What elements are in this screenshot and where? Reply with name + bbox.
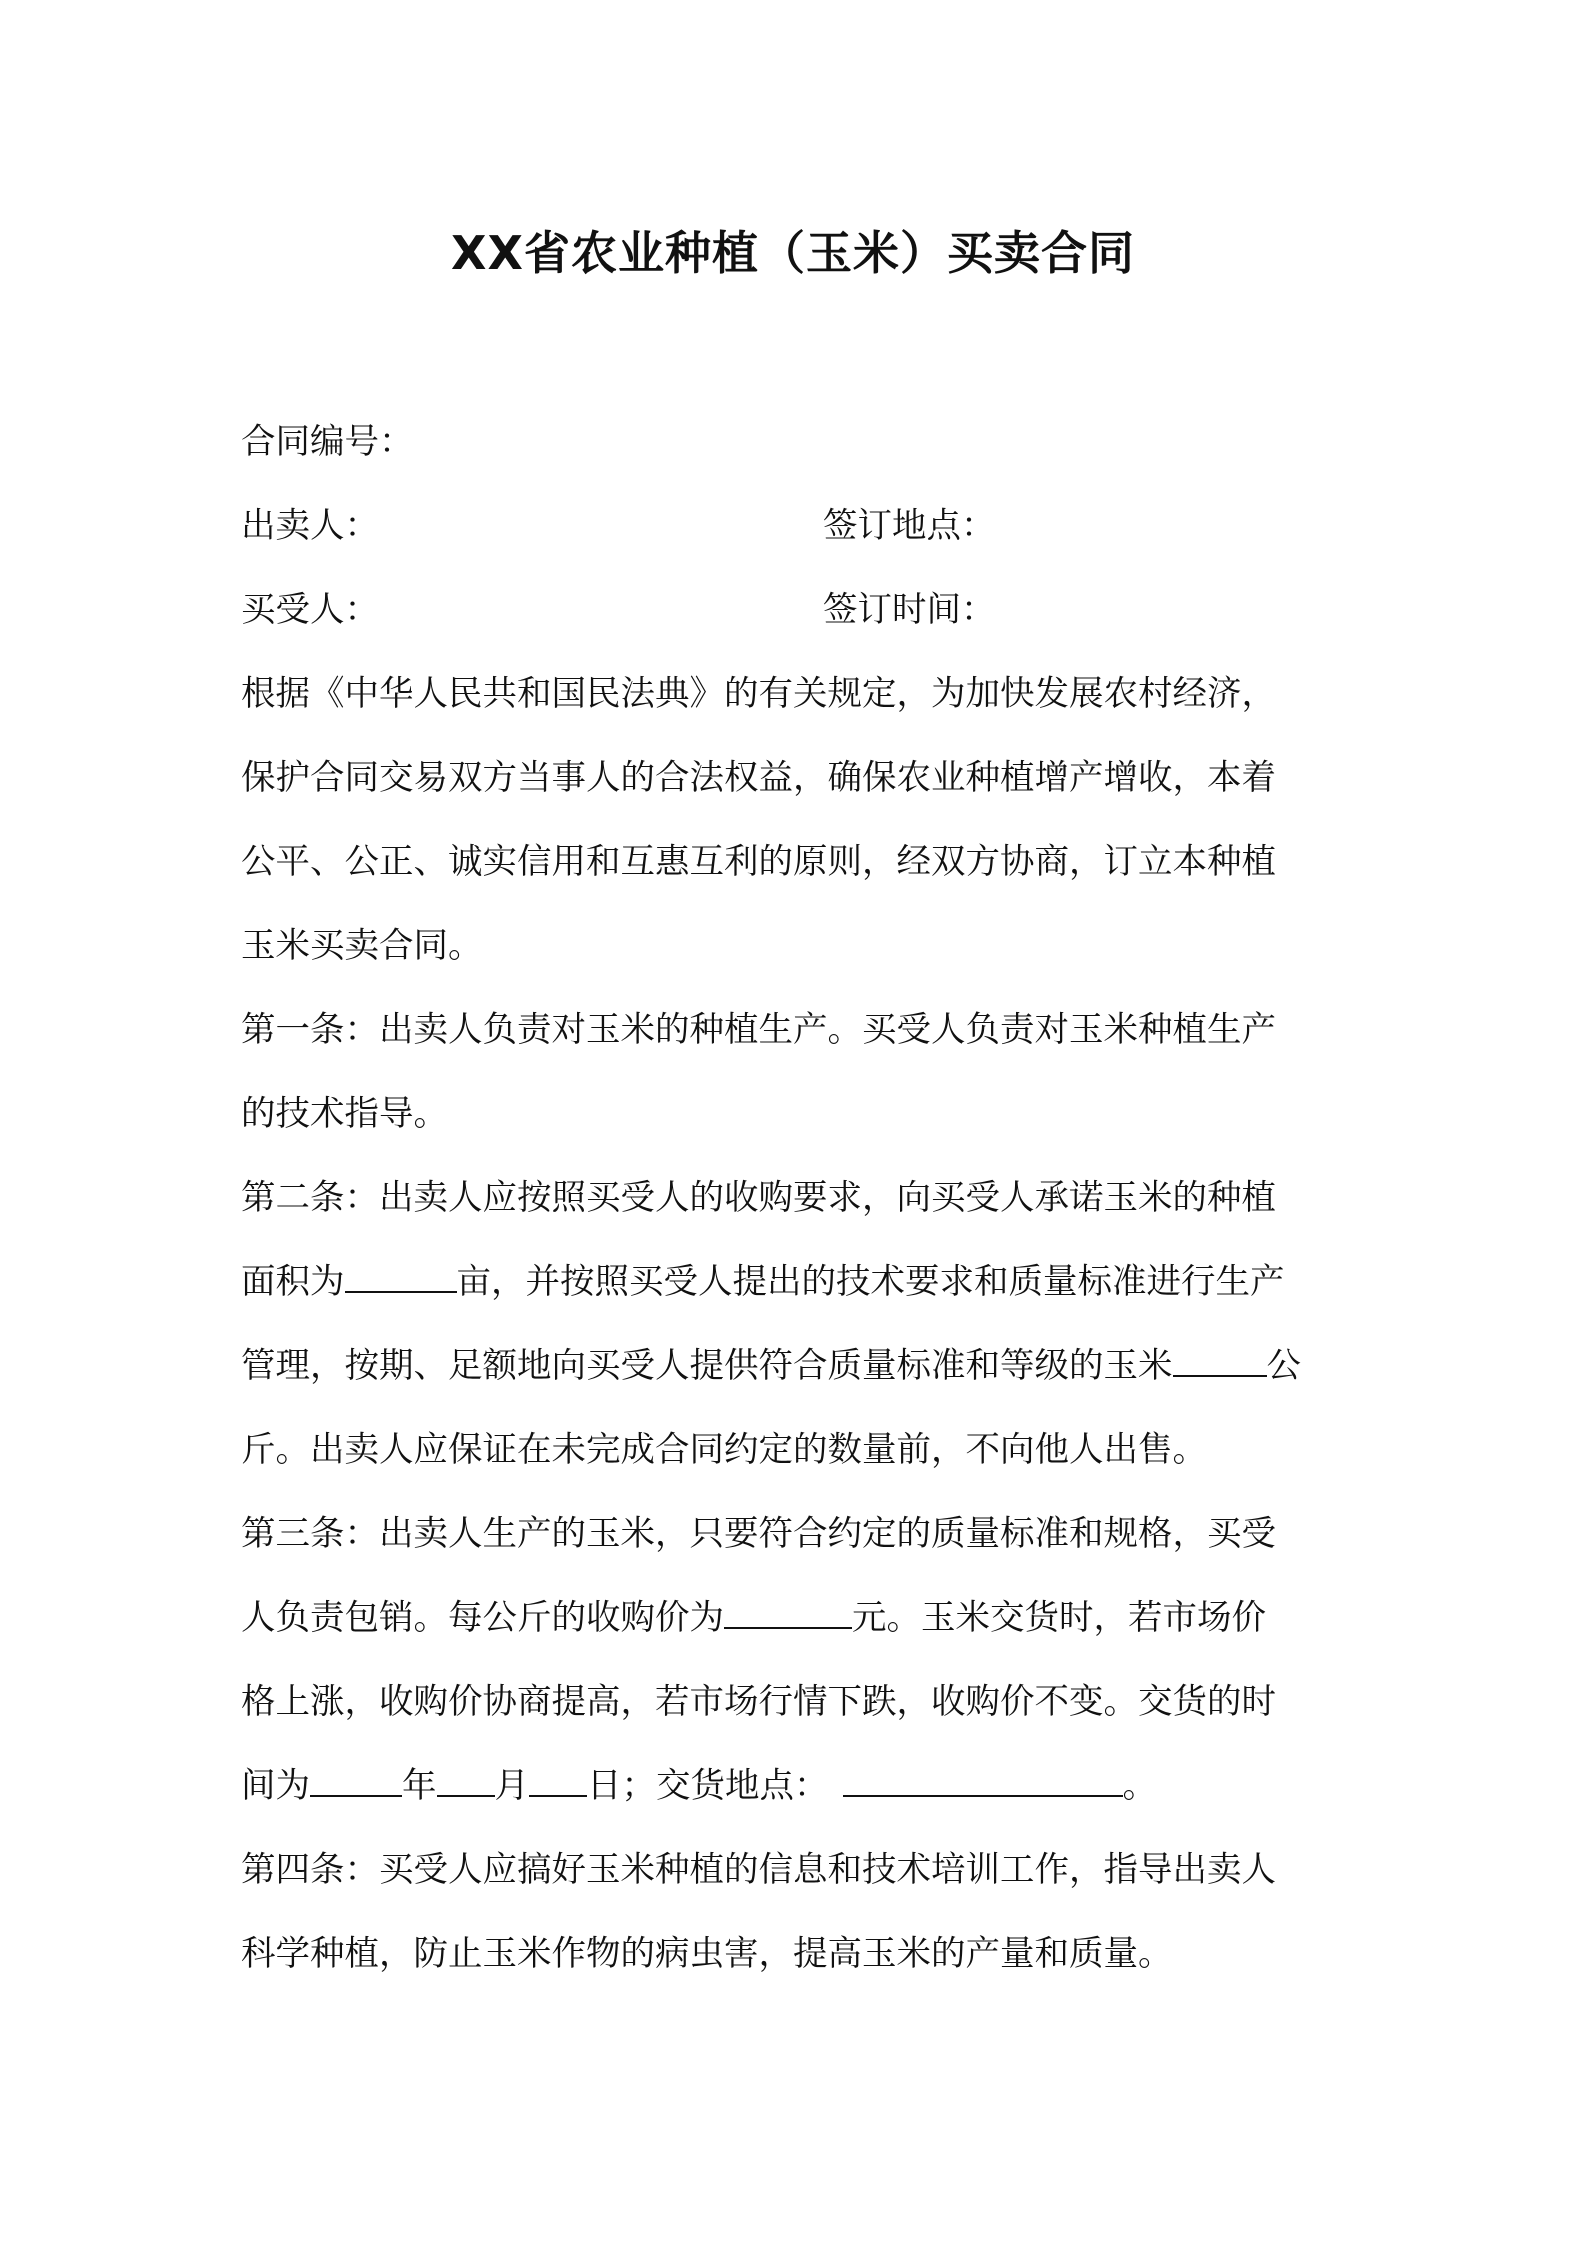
article-1-line: 第一条：出卖人负责对玉米的种植生产。买受人负责对玉米种植生产	[241, 1010, 1276, 1050]
sign-place-label: 签订地点：	[823, 506, 996, 546]
quantity-blank[interactable]	[1173, 1341, 1267, 1377]
article-3-text: 元。玉米交货时，若市场价	[852, 1598, 1266, 1638]
article-4-line: 科学种植，防止玉米作物的病虫害，提高玉米的产量和质量。	[241, 1934, 1173, 1974]
purchase-price-blank[interactable]	[724, 1593, 852, 1629]
article-2-text: 面积为	[241, 1262, 345, 1302]
article-3-line: 格上涨，收购价协商提高，若市场行情下跌，收购价不变。交货的时	[241, 1682, 1276, 1722]
article-2-line: 第二条：出卖人应按照买受人的收购要求，向买受人承诺玉米的种植	[241, 1178, 1276, 1218]
contract-number-label: 合同编号：	[241, 422, 414, 462]
article-2-text: 公	[1266, 1346, 1301, 1386]
month-label: 月	[494, 1766, 529, 1806]
article-2-text: 管理，按期、足额地向买受人提供符合质量标准和等级的玉米	[241, 1346, 1173, 1386]
article-2-line	[241, 1240, 1351, 1324]
seller-label: 出卖人：	[241, 506, 379, 546]
article-4-line: 第四条：买受人应搞好玉米种植的信息和技术培训工作，指导出卖人	[241, 1850, 1276, 1890]
delivery-year-blank[interactable]	[310, 1761, 402, 1797]
seller-row	[241, 484, 1351, 568]
delivery-place-blank[interactable]	[843, 1761, 1123, 1797]
delivery-day-blank[interactable]	[529, 1761, 587, 1797]
contract-number-line	[241, 400, 1351, 484]
article-3-line	[241, 1576, 1351, 1660]
article-2	[241, 1156, 1351, 1492]
preamble-paragraph	[241, 652, 1351, 988]
article-1-line: 的技术指导。	[241, 1094, 448, 1134]
article-2-line: 斤。出卖人应保证在未完成合同约定的数量前，不向他人出售。	[241, 1430, 1207, 1470]
article-2-line	[241, 1324, 1351, 1408]
article-3-text: 日；交货地点：	[587, 1766, 829, 1806]
period-text: 。	[1122, 1766, 1157, 1806]
buyer-row	[241, 568, 1351, 652]
preamble-line: 根据《中华人民共和国民法典》的有关规定，为加快发展农村经济，	[241, 674, 1276, 714]
article-3	[241, 1492, 1351, 1828]
article-3-text: 间为	[241, 1766, 310, 1806]
article-4	[241, 1828, 1351, 1996]
delivery-month-blank[interactable]	[437, 1761, 495, 1797]
year-label: 年	[402, 1766, 437, 1806]
contract-title: XX省农业种植（玉米）买卖合同	[451, 226, 1135, 280]
article-1	[241, 988, 1351, 1156]
article-3-line: 第三条：出卖人生产的玉米，只要符合约定的质量标准和规格，买受	[241, 1514, 1276, 1554]
article-3-line	[241, 1744, 1351, 1828]
preamble-line: 公平、公正、诚实信用和互惠互利的原则，经双方协商，订立本种植	[241, 842, 1276, 882]
preamble-line: 保护合同交易双方当事人的合法权益，确保农业种植增产增收，本着	[241, 758, 1276, 798]
article-2-text: 亩，并按照买受人提出的技术要求和质量标准进行生产	[456, 1262, 1285, 1302]
planting-area-blank[interactable]	[345, 1257, 457, 1293]
article-3-text: 人负责包销。每公斤的收购价为	[241, 1598, 724, 1638]
buyer-label: 买受人：	[241, 590, 379, 630]
sign-time-label: 签订时间：	[823, 590, 996, 630]
preamble-line: 玉米买卖合同。	[241, 926, 483, 966]
contract-body	[241, 400, 1351, 1996]
